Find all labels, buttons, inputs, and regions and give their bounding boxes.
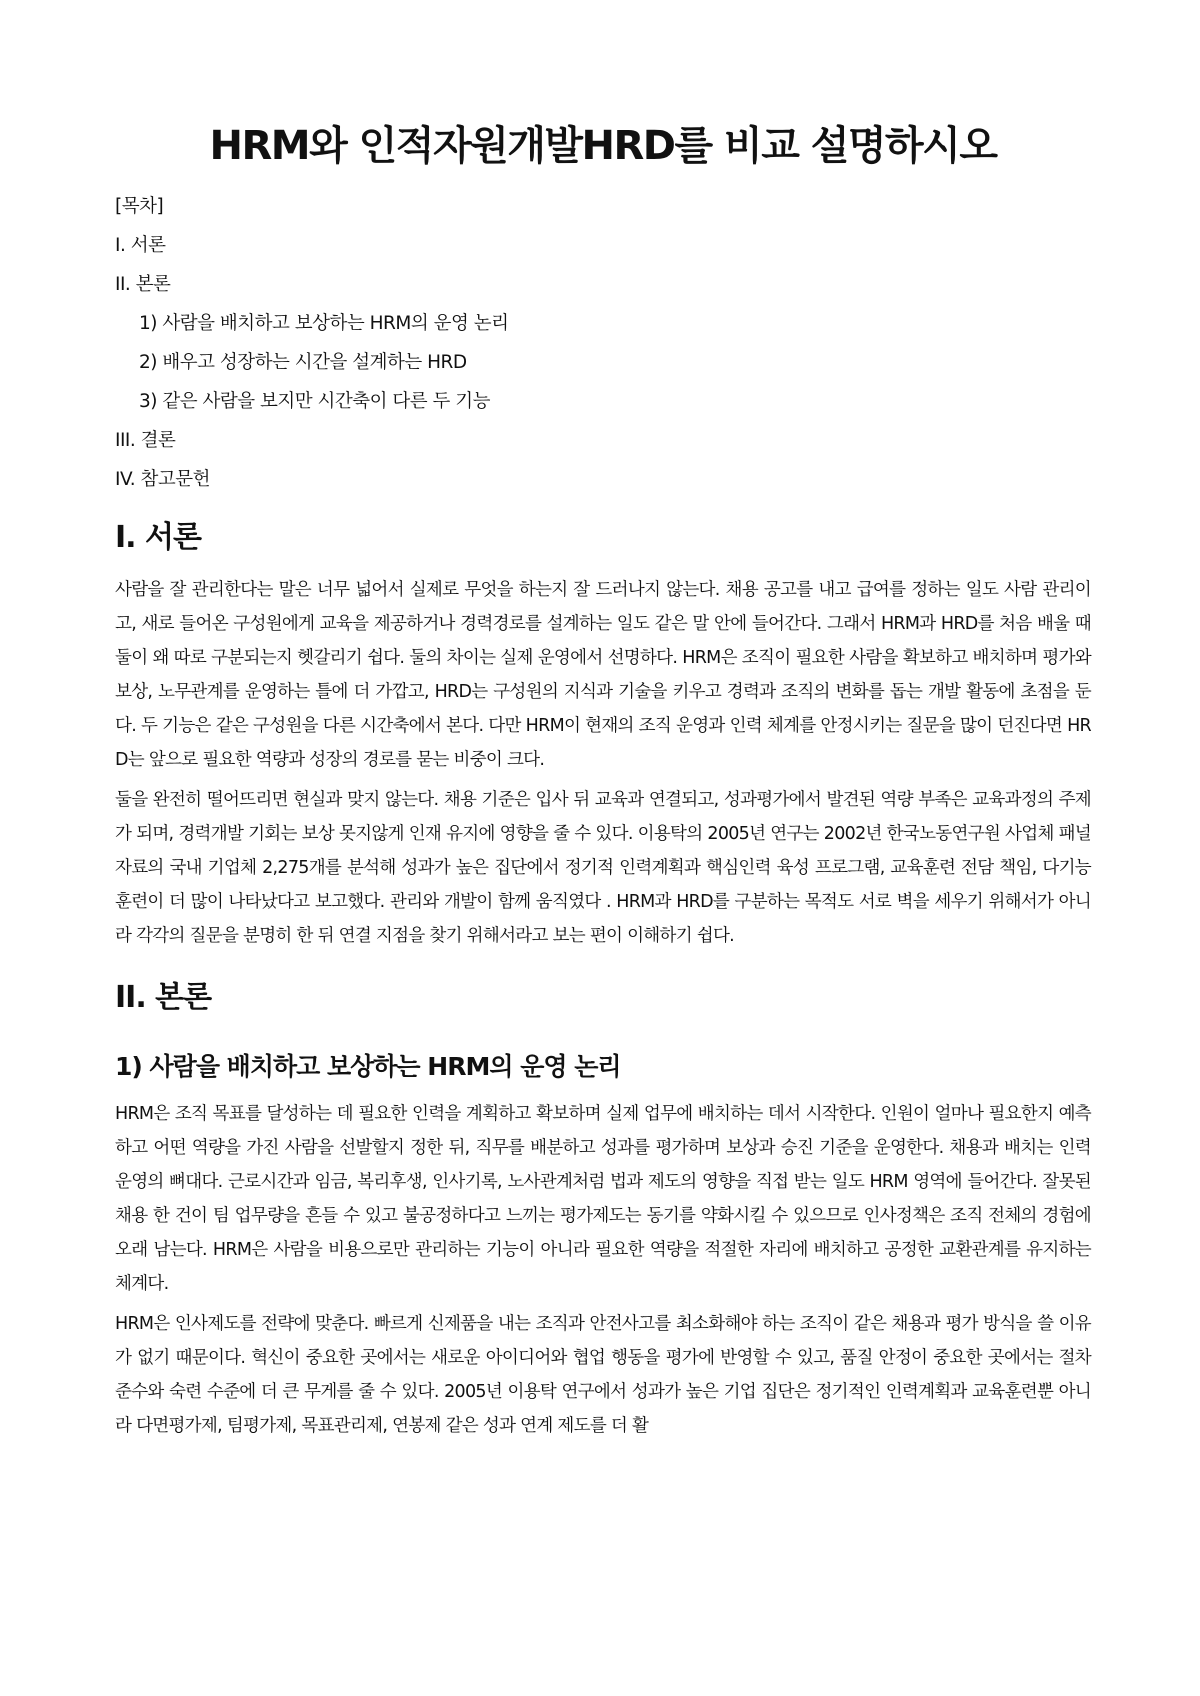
toc-item-body-2: 2) 배우고 성장하는 시간을 설계하는 HRD [139,352,467,373]
document-page [115,118,1091,1449]
toc-item-body-3: 3) 같은 사람을 보지만 시간축이 다른 두 기능 [139,391,490,412]
table-of-contents [115,194,1091,493]
toc-heading: [목차] [115,196,164,217]
toc-item-body: II. 본론 [115,274,171,295]
section-heading-introduction: I. 서론 [115,520,201,555]
body-sub1-paragraph-1: HRM은 조직 목표를 달성하는 데 필요한 인력을 계획하고 확보하며 실제 업무에 배치하는 데서 시작한다. 인원이 얼마나 필요한지 예측하고 어떤 역량을 가진 사람을 선발할지 정한 뒤, 직무를 배분하고 성과를 평가하며 보상과 승진 기준을 운영한다. 채용과 배치는 인력 운영의 뼈대다. 근로시간과 임금, 복리후생, 인사기록, 노사관계처럼 법과 제도의 영향을 직접 받는 일도 HRM 영역에 들어간다. 잘못된 채용 한 건이 팀 업무량을 흔들 수 있고 불공정하다고 느끼는 평가제도는 동기를 약화시킬 수 있으므로 인사정책은 조직 전체의 경험에 오래 남는다. HRM은 사람을 비용으로만 관리하는 기능이 아니라 필요한 역량을 적절한 자리에 배치하고 공정한 교환관계를 유지하는 체계다. [115,1104,1091,1294]
document-title: HRM와 인적자원개발HRD를 비교 설명하시오 [209,123,997,169]
intro-paragraph-2: 둘을 완전히 떨어뜨리면 현실과 맞지 않는다. 채용 기준은 입사 뒤 교육과 연결되고, 성과평가에서 발견된 역량 부족은 교육과정의 주제가 되며, 경력개발 기회는 보상 못지않게 인재 유지에 영향을 줄 수 있다. 이용탁의 2005년 연구는 2002년 한국노동연구원 사업체 패널자료의 국내 기업체 2,275개를 분석해 성과가 높은 집단에서 정기적 인력계획과 핵심인력 육성 프로그램, 교육훈련 전담 책임, 다기능훈련이 더 많이 나타났다고 보고했다. 관리와 개발이 함께 움직였다 . HRM과 HRD를 구분하는 목적도 서로 벽을 세우기 위해서가 아니라 각각의 질문을 분명히 한 뒤 연결 지점을 찾기 위해서라고 보는 편이 이해하기 쉽다. [115,790,1091,946]
body-sub1-paragraph-2: HRM은 인사제도를 전략에 맞춘다. 빠르게 신제품을 내는 조직과 안전사고를 최소화해야 하는 조직이 같은 채용과 평가 방식을 쓸 이유가 없기 때문이다. 혁신이 중요한 곳에서는 새로운 아이디어와 협업 행동을 평가에 반영할 수 있고, 품질 안정이 중요한 곳에서는 절차 준수와 숙련 수준에 더 큰 무게를 줄 수 있다. 2005년 이용탁 연구에서 성과가 높은 기업 집단은 정기적인 인력계획과 교육훈련뿐 아니라 다면평가제, 팀평가제, 목표관리제, 연봉제 같은 성과 연계 제도를 더 활 [115,1314,1091,1436]
toc-item-conclusion: III. 결론 [115,430,176,451]
toc-item-introduction: I. 서론 [115,235,166,256]
section-heading-body: II. 본론 [115,980,212,1015]
subsection-heading-1: 1) 사람을 배치하고 보상하는 HRM의 운영 논리 [115,1052,621,1081]
toc-item-references: IV. 참고문헌 [115,469,210,490]
toc-item-body-1: 1) 사람을 배치하고 보상하는 HRM의 운영 논리 [139,313,509,334]
intro-paragraph-1: 사람을 잘 관리한다는 말은 너무 넓어서 실제로 무엇을 하는지 잘 드러나지 않는다. 채용 공고를 내고 급여를 정하는 일도 사람 관리이고, 새로 들어온 구성원에게 교육을 제공하거나 경력경로를 설계하는 일도 같은 말 안에 들어간다. 그래서 HRM과 HRD를 처음 배울 때 둘이 왜 따로 구분되는지 헷갈리기 쉽다. 둘의 차이는 실제 운영에서 선명하다. HRM은 조직이 필요한 사람을 확보하고 배치하며 평가와 보상, 노무관계를 운영하는 틀에 더 가깝고, HRD는 구성원의 지식과 기술을 키우고 경력과 조직의 변화를 돕는 개발 활동에 초점을 둔다. 두 기능은 같은 구성원을 다른 시간축에서 본다. 다만 HRM이 현재의 조직 운영과 인력 체계를 안정시키는 질문을 많이 던진다면 HRD는 앞으로 필요한 역량과 성장의 경로를 묻는 비중이 크다. [115,580,1091,770]
